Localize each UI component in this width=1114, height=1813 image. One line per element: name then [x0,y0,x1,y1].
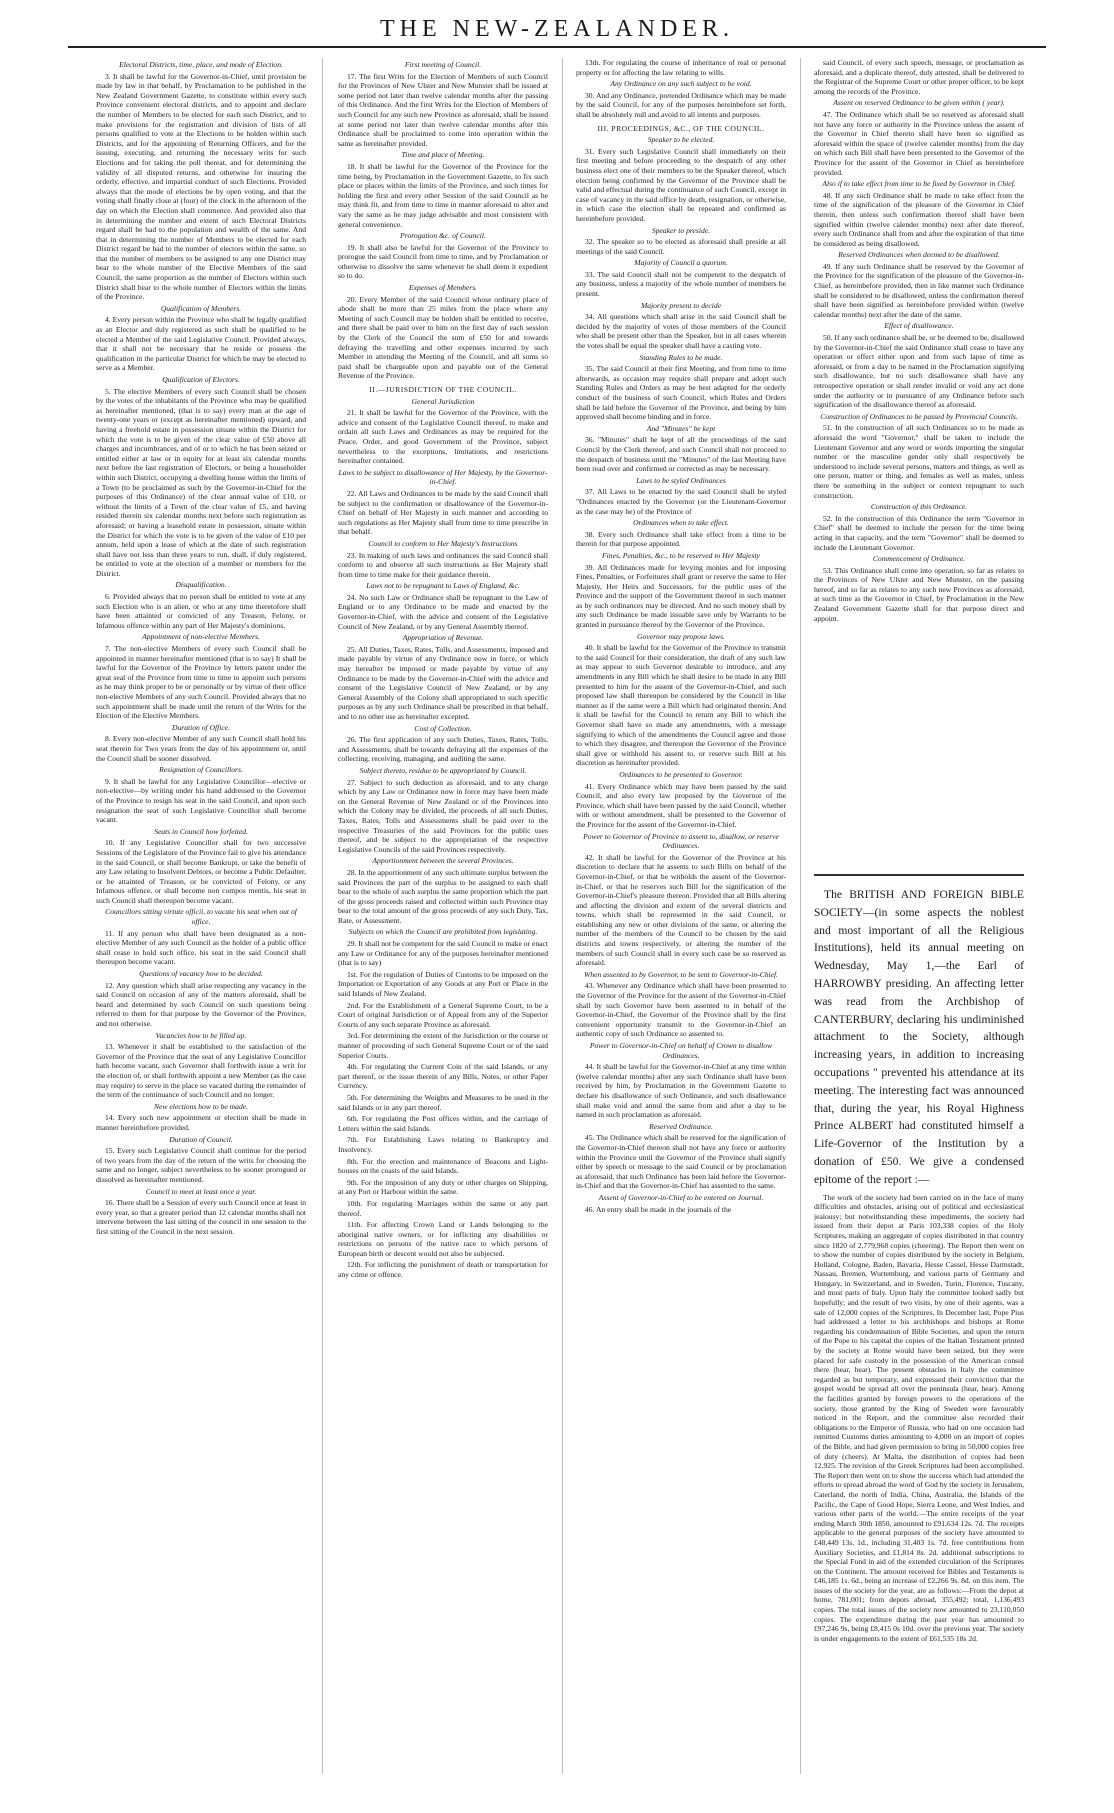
ordinance-clause: 28. In the apportionment of any such ultimate surplus between the said Provinces the part of the surplus to be assigned to each shall bear to the whole of such surplus the same proportion which the part of the gross proceeds raised and collected within such Province may bear to the total amount of the gross proceeds of any such Duty, Tax, Rate, or Assessment. [338,867,548,925]
section-heading: Assent of Governor-in-Chief to be entered on Journal. [598,1192,764,1202]
section-heading: Resignation of Councillors. [159,765,243,775]
ordinance-clause: 38. Every such Ordinance shall take effect from a time to be therein for that purpose appointed. [576,529,786,549]
masthead [0,0,1114,58]
ordinance-clause: 47. The Ordinance which shall be so reserved as aforesaid shall not have any force or authority in the Province unless the assent of the Governor in Chief thereto shall have been so signified as aforesaid within the space of (twelve calender months) from the day on which such Bill shall have been presented to the Governor of the Province for the assent of the Governor in Chief as hereinbefore provided. [814,109,1024,177]
ordinance-clause: 21. It shall be lawful for the Governor of the Province, with the advice and consent of the Legislative Council thereof, to make and ordain all such Laws and Ordinances as may be required for the Peace, Order, and good Government of the Province, subject nevertheless to the exceptions, limitations, and restrictions hereinafter contained. [338,408,548,466]
section-heading: Councillors sitting virtute officii, to vacate his seat when out of office. [105,907,297,927]
ordinance-clause: 40. It shall be lawful for the Governor of the Province to transmit to the said Council for their consideration, the draft of any such law as may appear to such Governor desirable to introduce, and any amendments in any Bill which he shall desire to be made in any Bill presented to him for the assent of the Governor-in-Chief, and such proposed law shall thereupon be considered by the Council in like manner as if the same were a Bill which had originated therein. And it shall be lawful for the Council to return any Bill to which the Governor shall have so made any amendments, with a message signifying to which of the amendments the Council agree and those to which they disagree, and thereupon the Governor of the Province shall give or withhold his assent to, or reserve such Bill at his discretion as hereinafter provided. [576,643,786,768]
ordinance-clause: 49. If any such Ordinance shall be reserved by the Governor of the Province for the signification of the pleasure of the Governor-in-Chief, as hereinbefore provided, then in like manner such Ordinance shall be considered to be disallowed, unless the confirmation thereof shall have been signified as hereinbefore provided within (twelve calendar months) next after the date of the same. [814,261,1024,319]
section-heading: Any Ordinance on any such subject to be void. [610,79,752,89]
article-body-paragraph: The work of the society had been carried on in the face of many difficulties and obstacles, arising out of political and ecclesiastical jealousy; but notwithstanding these impediments, the society had issued from their depot at Paris 103,338 copies of the Holy Scriptures, making an aggregate of copies distributed in that country since 1820 of 2,779,968 copies (cheering). The Report then went on to show the number of copies distributed by the society in Belgium, Holland, Cologne, Baden, Bavaria, Hesse Cassel, Hesse Darmstadt, Nassau, Bremen, Wurtemburg, and various parts of Germany and Hungary, in Switzerland, and in Sweden, Turin, Florence, Tuscany, and most parts of Italy. Upon Italy the committee looked sadly but hopefully; and the result of two visits, by one of their agents, was a sale of 12,000 copies of the Scriptures. In December last, Pope Pius had addressed a letter to his archbishops and bishops at Rome regarding his condemnation of Bible Societies, and upon the return of the Pope to his capital the copies of the Italian Testament printed by the society at Rome would have been seized, but they were placed for safe custody in the possession of the American consul there (hear, hear). The present obstacles in Italy the committee regarded as but temporary, and expressed their conviction that the gospel would be spread all over the peninsula (hear, hear). Among the facilities granted by foreign powers to the operations of the society, those granted by the King of Sweden were favourably noticed in the Report, and the committee also recorded their obligations to the Emperor of Russia, who had on one occasion had remitted Customs duties amounting to 4,000 on an import of copies of the Bible, and had given permission to bring in 50,000 copies free of duty (cheers). At Malta, the distribution of copies had been 12,925. The revision of the Greek Scriptures had been accomplished. The Report then went on to show the success which had attended the efforts to spread abroad the word of God by the society in Jerusalem, Caterland, the north of India, China, Australia, the Islands of the Pacific, the Cape of Good Hope, Sierra Leone, and West Indies, and various other parts of the world.—The entire receipts of the year ending March 30th 1850, amounted to £91,634 12s. 7d. The receipts applicable to the general purposes of the society have amounted to £48,449 13s. 1d., including 31,403 1s. 7d. free contributions from Auxiliary Societies, and £1,814 8s. 2d. additional subscriptions to the Special Fund in aid of the extended circulation of the Scriptures on the Continent. The amount received for Bibles and Testaments is £46,185 1s. 6d., being an increase of £2,266 9s. 8d. on this item. The issues of the society for the year, are as follows:—From the depot at home, 781,001; from depots abroad, 355,492; total, 1,136,493 copies. The total issues of the society now amounted to 23,110,050 copies. The expenditure during the past year has amounted to £97,246 9s, being £8,415 0s 10d. over the previous year. The society is under engagements to the extent of £61,535 18s 2d. [814,1192,1024,1643]
ordinance-clause: 16. There shall be a Session of every such Council once at least in every year, so that a greater period than 12 calendar months shall not intervene between the last sitting of the council in one session to the first sitting of the Council in the next session. [96,1198,306,1236]
ordinance-clause: 9. It shall be lawful for any Legislative Councillor—elective or non-elective—by writing under his hand addressed to the Governor of the Province to resign his seat in the said Council, and upon such resignation the seat of such Legislative Councillor shall become vacant. [96,776,306,825]
ordinance-clause: 5. The elective Members of every such Council shall be chosen by the votes of the inhabitants of the Province who may be qualified as hereinafter mentioned, (that is to say) every man at the age of twenty-one years or (except as hereinafter mentioned) upward, and having a freehold estate in possession situate within the District for which the vote is to be given of the clear value of £50 above all charges and incumbrances, and of or to which he has been seized or entitled either at law or in equity for at least six calendar months next before the last registration of Electors, or being a householder within such District, occupying a dwelling house within the limits of a Town (to be proclaimed as such by the Governor-in-Chief for the purposes of this Ordinance) of the clear annual value of £10, or without the limits of a Town of the clear value of £5, and having resided therein six calendar months next before such registration as aforesaid; or having a leasehold estate in possession, situate within the District for which the vote is to be given of the value of £10 per annum, held upon a lease of which at the date of such registration shall have not less than three years to run, shall, if duly registered, be entitled to vote at the election of a member or members for the District. [96,386,306,578]
newspaper-title: THE NEW-ZEALANDER. [380,16,734,42]
ordinance-clause: 45. The Ordinance which shall be reserved for the signification of the Governor-in-Chief thereon shall not have any force or authority within the Province until the Governor of the Province shall signify either by speech or message to the said Council or by proclamation as aforesaid, that such Ordinance has been laid before the Governor-in-Chief and that the Governor-in-Chief has assented to the same. [576,1133,786,1191]
ordinance-clause: 50. If any such ordinance shall be, or be deemed to be, disallowed by the Governor-in-Chief the said Ordinance shall cease to have any operation or effect either upon and from such lapse of time as aforesaid, or from a day to be named in the Proclamation signifying such disallowance, but no such disallowance shall have any retrospective operation or shall render invalid or void any act done under the authority or in pursuance of any Ordinance before such signification of the disallowance thereof as aforesaid. [814,333,1024,410]
section-heading: Appropriation of Revenue. [402,633,484,643]
ordinance-clause: 24. No such Law or Ordinance shall be repugnant to the Law of England or to any Ordinance to be made and enacted by the Governor-in-Chief, with the advice and consent of the Legislative Council of New Zealand, or by any General Assembly thereof. [338,592,548,631]
ordinance-clause: 6th. For regulating the Post offices within, and the carriage of Letters within the said Islands. [338,1114,548,1133]
ordinance-clause: 44. It shall be lawful for the Governor-in-Chief at any time within (twelve calendar months) after any such Ordinance shall have been received by him, by Proclamation in the Government Gazette to declare his disallowance of such Ordinance, and such disallowance shall make void and annul the same from and after a day to be named in such proclamation as aforesaid. [576,1062,786,1120]
ordinance-clause: 15. Every such Legislative Council shall continue for the period of two years from the day of the return of the writs for choosing the same and no longer, subject nevertheless to be sooner prorogued or dissolved as hereinafter mentioned. [96,1146,306,1184]
section-heading: Seats in Council how forfeited. [154,826,248,836]
section-heading: Electoral Districts, time, place, and mode of Election. [119,60,283,69]
section-heading: Governor may propose laws. [637,631,725,641]
ordinance-clause: 19. It shall also be lawful for the Governor of the Province to prorogue the said Council from time to time, and by Proclamation or otherwise to dissolve the same whenever he shall deem it expedient so to do. [338,242,548,281]
ordinance-clause: 36. "Minutes" shall be kept of all the proceedings of the said Council by the Clerk thereof, and such Council shall not proceed to the despatch of business until the "Minutes" of the last Meeting have been read over and confirmed or corrected as may be necessary. [576,435,786,474]
ordinance-clause: 20. Every Member of the said Council whose ordinary place of abode shall be more than 25 miles from the place where any Meeting of such Council may be holden shall be entitled to receive, and there shall be paid over to him on the first day of each session by the Clerk of the Council the sum of £50 for and towards defraying the travelling and other expenses incurred by such Member in attending the Meeting of the Council, and all sums so paid shall be chargeable upon and payable out of the General Revenue of the Province. [338,294,548,381]
section-heading: Ordinances when to take effect. [633,518,729,528]
section-heading: Duration of Council. [169,1134,233,1144]
section-heading: Appointment of non-elective Members. [142,632,260,642]
ordinance-clause: 39. All Ordinances made for levying monies and for imposing Fines, Penalties, or Forfeitures shall grant or reserve the same to Her Majesty, Her Heirs and Successors, for the public uses of the Province and the support of the Government thereof in such manner as by such ordinances may be directed. And no such money shall by any such Ordinance be made issuable save only by Warrants to be granted in pursuance thereof by the Governor of the Province. [576,562,786,630]
section-heading: Construction of Ordinances to be passed by Provincial Councils. [820,411,1018,421]
ordinance-clause: 4th. For regulating the Current Coin of the said Islands, or any part thereof, or the issue therein of any Bills, Notes, or other Paper Currency. [338,1062,548,1091]
section-heading: Prorogation &c. of Council. [400,231,486,241]
ordinance-clause: 29. It shall not be competent for the said Council to make or enact any Law or Ordinance for any of the purposes hereinafter mentioned (that is to say) [338,939,548,968]
ordinance-clause: 52. In the construction of this Ordinance the term "Governor in Chief" shall be deemed to include the person for the time being acting in that capacity, and the term "Governor" shall be deemed to include the Lieutenant Governor. [814,513,1024,552]
article-lead-paragraph: The BRITISH AND FOREIGN BIBLE SOCIETY—(in some aspects the noblest and most important of all the Religious Institutions), held its annual meeting on Wednesday, May 1,—the Earl of HARROWBY presiding. An affecting letter was read from the Archbishop of CANTERBURY, declaring his undiminished attachment to the Society, although increasing years, in addition to increasing occupations " prevented his attendance at its meeting. The interesting fact was announced that, during the year, his Royal Highness Prince ALBERT had constituted himself a Life-Governor of the Institution by a donation of £50. We give a condensed epitome of the report :— [814,888,1024,1186]
ordinance-clause: 8th. For the erection and maintenance of Beacons and Light-houses on the coasts of the said Islands. [338,1156,548,1176]
ordinance-clause: 11. If any person who shall have been designated as a non-elective Member of any such Council as the holder of a public office shall cease to hold such office, his seat in the said Council shall thereupon become vacant. [96,928,306,967]
ordinance-clause: 18. It shall be lawful for the Governor of the Province for the time being, by Proclamation in the Government Gazette, to fix such place or places within the limits of the Province, and such times for holding the first and every other Session of the said Council as he may think fit, and from time to time in manner aforesaid to alter and vary the same as he may judge advisable and most consistent with general convenience. [338,161,548,229]
section-heading: Power to Governor of Province to assent to, disallow, or reserve Ordinances. [583,831,779,851]
ordinance-clause: 34. All questions which shall arise in the said Council shall be decided by the majority of votes of those members of the Council who shall be present other than the Speaker, but in all cases wherein the votes shall be equal the speaker shall have a casting vote. [576,312,786,351]
ordinance-clause: 13. Whenever it shall be established to the satisfaction of the Governor of the Province that the seat of any Legislative Councillor hath become vacant, such Governor shall forthwith issue a writ for the election of, or shall forthwith appoint a new Member (as the case may require) to serve in the place so vacated during the remainder of the term of the continuance of such Council and no longer. [96,1042,306,1100]
section-heading: Council to meet at least once a year. [145,1186,257,1196]
section-heading: Majority present to decide [640,300,722,310]
section-heading: General Jurisdiction [411,396,475,406]
ordinance-clause: 13th. For regulating the course of inheritance of real or personal property or for affecting the law relating to wills. [576,58,786,77]
ordinance-clause: 5th. For determining the Weights and Measures to be used in the said Islands or in any part thereof. [338,1092,548,1112]
column-2 [338,58,548,1774]
section-heading: Construction of this Ordinance. [870,502,968,512]
ordinance-clause: 32. The speaker so to be elected as aforesaid shall preside at all meetings of the said Council. [576,237,786,256]
section-heading: First meeting of Council. [404,60,482,69]
section-heading: Disqualification. [175,580,227,590]
section-heading: III. PROCEEDINGS, &C., OF THE COUNCIL. [597,123,765,133]
section-heading: Reserved Ordinances when deemed to be disallowed. [838,250,1000,260]
ordinance-clause: 1st. For the regulation of Duties of Customs to be imposed on the Importation or Exportation of any Goods at any Port or Place in the said Islands of New Zealand. [338,969,548,999]
ordinance-clause: 14. Every such new appointment or election shall be made in manner hereinbefore provided. [96,1113,306,1132]
section-heading: Laws to be subject to disallowance of Her Majesty, by the Governor-in-Chief. [338,467,548,487]
section-heading: Cost of Collection. [414,723,472,733]
section-heading: Laws not to be repugnant to Laws of England, &c. [366,581,520,591]
ordinance-clause: 8. Every non-elective Member of any such Council shall hold his seat therein for Two years from the day of his appointment or, until the Council shall be sooner dissolved. [96,734,306,763]
section-heading: Time and place of Meeting. [401,150,485,160]
ordinance-clause: 37. All Laws to be enacted by the said Council shall be styled "Ordinances enacted by the Governor (or the Lieutenant-Governor as the case may be) of the Province of [576,487,786,516]
section-heading: And "Minutes" be kept [646,423,716,433]
section-heading: Apportionment between the several Provinces. [372,856,514,866]
section-heading: Ordinances to be presented to Governor. [619,769,743,779]
section-heading: Duration of Office. [171,722,230,732]
section-heading: When assented to by Governor, to be sent to Governor-in-Chief. [583,969,779,979]
ordinance-clause: 43. Whenever any Ordinance which shall have been presented to the Governor of the Province for the assent of the Governor-in-Chief shall by such Governor have been assented to in behalf of the Governor-in-Chief, the Governor of the Province shall by the first convenient opportunity transmit to the Governor-in-Chief an authentic copy of such Ordinance so assented to. [576,981,786,1039]
section-heading: Questions of vacancy how to be decided. [139,969,263,979]
ordinance-clause: 17. The first Writs for the Election of Members of such Council for the Provinces of New Ulster and New Munster shall be issued at some period not later than twelve calendar months after the passing of this Ordinance. And the first Writs for the Election of Members of such Council for any such new Province as aforesaid, shall be issued at some period not later than twelve calendar months after this Ordinance shall be proclaimed to come into operation within the same as hereinafter provided. [338,71,548,148]
section-heading: Majority of Council a quorum. [634,258,728,268]
section-heading: Assent on reserved Ordinance to be given within ( year). [833,98,1005,108]
ordinance-clause: 10. If any Legislative Councillor shall for two successive Sessions of the Legislature of the Province fail to give his attendance in the said Council, or shall become Bankrupt, or take the benefit of any Law relating to Insolvent Debtors, or become a Public Defaulter, or be attainted of Treason, or be convicted of Felony, or any Infamous offence, or shall become non compos mentis, his seat in such Council shall thereupon become vacant. [96,838,306,905]
ordinance-clause: 35. The said Council at their first Meeting, and from time to time afterwards, as occasion may require shall prepare and adopt such Standing Rules and Orders as may be best adapted for the orderly conduct of the business of such Council, which Rules and Orders shall be laid before the Governor of the Province, and being by him approved shall become binding and in force. [576,364,786,422]
masthead-rule [68,46,1046,48]
column-divider [322,58,323,1774]
section-heading: Qualification of Members. [160,303,242,313]
section-heading: New elections how to be made. [153,1101,249,1111]
section-heading: Qualification of Electors. [162,375,240,384]
section-heading: Vacancies how to be filled up. [155,1030,247,1040]
ordinance-clause: 26. The first application of any such Duties, Taxes, Rates, Tolls, and Assessments, shall be towards defraying all the expenses of the collecting, receiving, managing, and auditing the same. [338,735,548,764]
ordinance-clause: 48. If any such Ordinance shall be made to take effect from the time of the signification of the pleasure of the Governor in Chief therein, then unless such confirmation thereof shall have been signified within (twelve calender months) next after date thereof, every such Ordinance shall from and after the expiration of that time be considered as being disallowed. [814,190,1024,248]
ordinance-clause: 23. In making of such laws and ordinances the said Council shall conform to and observe all such instructions as Her Majesty shall from time to time make for their guidance therein. [338,550,548,579]
ordinance-clause: 51. In the construction of all such Ordinances so to be made as aforesaid the word "Governor," shall be taken to include the Lieutenant Governor and any word or words importing the singular number or the masculine gender only shall respectively be understood to include several persons, matters and things, as well as one person, matter or thing, and females as well as males, unless there be something in the subject or context repugnant to such construction. [814,423,1024,500]
ordinance-clause: 53. This Ordinance shall come into operation, so far as relates to the Provinces of New Ulster and New Munster, on the passing hereof, and so far as relates to any such new Provinces as aforesaid, at such time as the Governor in Chief, by Proclamation in the New Zealand Government Gazette shall for that purpose direct and appoint. [814,565,1024,623]
section-heading: Speaker to preside. [651,225,711,235]
ordinance-clause: 12. Any question which shall arise respecting any vacancy in the said Council on occasion of any of the matters aforesaid, shall be heard and determined by such Council on such questions being referred to them for that purpose by the Governor of the Province, and not otherwise. [96,980,306,1028]
section-heading: Also if to take effect from time to be fixed by Governor in Chief. [822,179,1016,189]
ordinance-clause: 33. The said Council shall not be competent to the despatch of any business, unless a majority of the whole number of members be present. [576,269,786,299]
column-4 [814,58,1024,868]
section-heading: Power to Governor-in-Chief on behalf of Crown to disallow Ordinances. [589,1041,773,1060]
ordinance-clause: 46. An entry shall be made in the journals of the [585,1204,732,1214]
section-heading: Commencement of Ordinance. [872,554,966,564]
ordinance-clause: 9th. For the imposition of any duty or other charges on Shipping, at any Port or Harbour within the same. [338,1177,548,1197]
ordinance-clause: 12th. For inflicting the punishment of death or transportation for any crime or offence. [338,1260,548,1280]
section-heading: Speaker to be elected. [647,135,715,145]
section-heading: Fines, Penalties, &c., to be reserved to Her Majesty [602,550,760,560]
section-heading: Standing Rules to be made. [639,352,723,362]
ordinance-clause: 30. And any Ordinance, pretended Ordinance which may be made by the said Council, for any of the purposes hereinbefore set forth, shall be absolutely null and avoid to all intents and purposes. [576,90,786,119]
ordinance-clause: 11th. For affecting Crown Land or Lands belonging to the aboriginal native owners, or for inflicting any disabilities or restrictions on persons of the native race to which persons of European birth or descent would not also be subjected. [338,1220,548,1258]
ordinance-clause: said Council, of every such speech, message, or proclamation as aforesaid, and a duplicate thereof, duly attested, shall be delivered to the Registrar of the Supreme Court or other proper officer, to be kept among the records of the Province. [814,58,1024,96]
ordinance-clause: 3. It shall be lawful for the Governor-in-Chief, until provision be made by law in that behalf, by Proclamation to be published in the New Zealand Government Gazette, to constitute within every such Province convenient electoral districts, and to appoint and declare the number of Members to be elected for each such District, and to make provisions for the registration and division of lists of all persons qualified to vote at the Elections to be holden within such Districts, and for the appointing of Returning Officers, and for the issuing, executing, and returning the necessary writs for such Elections and for taking the poll thereat, and for determining the validity of all disputed returns, and otherwise for insuring the orderly, effective, and impartial conduct of such Elections. Provided always that the mode of elections be by open voting, and that the voting shall finally close at (four) of the clock in the afternoon of the day on which the Election shall commence. And provided also that in determining the number and extent of such Electoral Districts regard shall be had to the population and wealth of the same. And that in determining the number of Members to be elected for each District regard be had to the number of electors within the same, so that the number of members to be assigned to any one District may bear to the whole number of the Elective Members of the said Council, the same proportion as the number of Electors within such District shall bear to the whole number of Electors within the limits of the Province. [96,71,306,302]
section-heading: Effect of disallowance. [884,321,954,331]
ordinance-clause: 42. It shall be lawful for the Governor of the Province at his discretion to declare that he assents to such Bills on behalf of the Governor-in-Chief, or that he witholds the assent of the Governor-in-Chief, or that he reserves such Bill for the signification of the Governor-in-Chief's pleasure thereon. Provided that all Bills altering and affecting the division and extent of the several districts and towns, which shall be represented in the said Council, or establishing any new or other divisions of the same, or altering the number of the members of the Council to be chosen by the said districts and towns respectively, or altering the number of the members of such Council shall in every such case be so reserved as aforesaid. [576,852,786,968]
section-heading: Council to conform to Her Majesty's Instructions [368,538,518,548]
ordinance-clause: 4. Every person within the Province who shall be legally qualified as an Elector and duly registered as such shall be qualified to be elected a Member of the said Legislative Council. Provided always, that it shall not be necessary that he reside or possess the qualification in the particular District for which he may be elected to serve as a Member. [96,315,306,373]
ordinance-clause: 2nd. For the Establishment of a General Supreme Court, to be a Court of original Jurisdiction or of Appeal from any of the Superior Courts of any such separate Province as aforesaid. [338,1000,548,1029]
section-heading: Subject thereto, residue to be appropriated by Council. [359,765,527,775]
ordinance-clause: 7th. For Establishing Laws relating to Bankruptcy and Insolvency. [338,1135,548,1154]
ordinance-clause: 27. Subject to such deduction as aforesaid, and to any charge which by any Law or Ordinance now in force may have been made on the General Revenue of New Zealand or of the Provinces into which the Colony may be divided, the proceeds of all such Duties, Taxes, Rates, Tolls and Assessments shall be paid over to the respective Treasuries of the said Provinces for the public uses thereof, and be subject to the appropriation of the respective Legislative Councils of the said Provinces respectively. [338,777,548,854]
section-heading: Subjects on which the Council are prohibited from legislating. [348,927,538,937]
section-heading: Laws to be styled Ordinances [636,475,726,485]
ordinance-clause: 31. Every such Legislative Council shall immediately on their first meeting and before proceeding to the despatch of any other business elect one of their members to be the Speaker thereof, which election being confirmed by the Governor of the Province shall be valid and effectual during the continuance of such Council, except in case of vacancy in the said office by death, resignation, or otherwise, in which case the election shall be repeated and confirmed as hereinbefore provided. [576,146,786,223]
ordinance-clause: 25. All Duties, Taxes, Rates, Tolls, and Assessments, imposed and made payable by virtue of any Ordinance now in force, or which may hereafter be imposed or made payable by virtue of any Ordinance to be made by the Governor-in-Chief with the advice and consent of the Legislative Council of New Zealand, or by any General Assembly of the Colony shall appropriated to such specific purposes as by any such Ordinance shall be prescribed in that behalf, and to no other use as hereinafter excepted. [338,644,548,721]
column-3 [576,58,786,1774]
article-separator-rule [814,874,1024,876]
section-heading: Expenses of Members. [408,283,478,293]
bible-society-article [814,886,1024,1774]
ordinance-clause: 10th. For regulating Marriages within the same or any part thereof. [338,1198,548,1218]
ordinance-clause: 3rd. For determining the extent of the Jurisdiction or the course or manner of proceeding of such General Supreme Court or of the said Superior Courts. [338,1031,548,1060]
column-1 [96,58,306,1774]
section-heading: Reserved Ordinance. [649,1121,713,1131]
column-divider [800,58,801,1774]
ordinance-clause: 6. Provided always that no person shall be entitled to vote at any such Election who is an alien, or who at any time theretofore shall have been attainted or convicted of any Treason, Felony, or Infamous offence within any part of Her Majesty's dominions. [96,592,306,630]
ordinance-clause: 7. The non-elective Members of every such Council shall be appointed in manner hereinafter mentioned (that is to say) It shall be lawful for the Governor of the Province by letters patent under the great seal of the Province from time to time to appoint such persons as he may think proper to be or personally or by virtue of their office non-elective Members of any such Council. Provided always that no such appointment shall be made until the return of the Writs for the Election of the Elective Members. [96,644,306,721]
ordinance-clause: 22. All Laws and Ordinances to be made by the said Council shall be subject to the confirmation or disallowance of the Governor-in-Chief on behalf of Her Majesty in such manner and according to such regulations as Her Majesty shall from time to time prescribe in that behalf. [338,488,548,537]
ordinance-clause: 41. Every Ordinance which may have been passed by the said Council, and also every law proposed by the Governor of the Province, which shall have been passed by the said Council, whether with or without amendment, shall be presented to the Governor of the Province for the assent of the Governor-in-Chief. [576,781,786,829]
column-divider [562,58,563,1774]
section-heading: II.—JURISDICTION OF THE COUNCIL. [369,385,517,394]
